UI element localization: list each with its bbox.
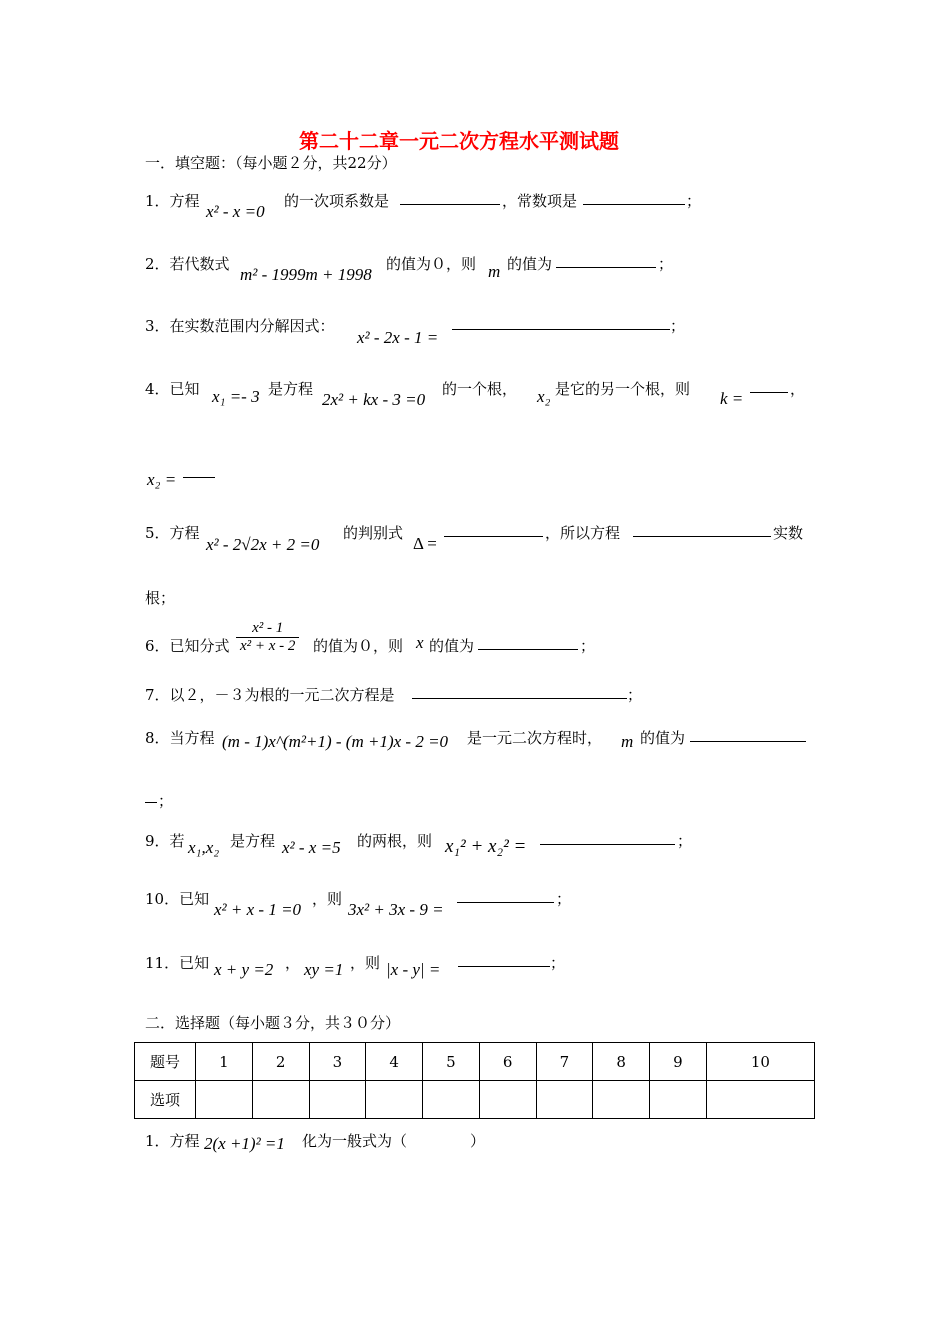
q3-number: 3．在实数范围内分解因式： — [145, 317, 335, 335]
table-number-9: 9 — [650, 1043, 707, 1081]
q9-text-2: 的两根，则 — [357, 832, 433, 850]
q8-text: 是一元二次方程时， — [467, 729, 603, 747]
q7-end: ； — [627, 686, 643, 704]
q4-equation-3: k = — [720, 389, 744, 408]
q2-text-2: 的值为 — [507, 255, 553, 273]
table-number-2: 2 — [252, 1043, 309, 1081]
answer-cell-3[interactable] — [309, 1081, 366, 1119]
answer-table — [134, 1042, 815, 1119]
q10-equation-1: x² + x - 1 =0 — [214, 900, 302, 919]
choice-q1-number: 1．方程 — [145, 1132, 200, 1150]
q1-text: 的一次项系数是 — [284, 192, 390, 210]
q4-number: 4．已知 — [145, 380, 200, 398]
table-number-5: 5 — [423, 1043, 480, 1081]
answer-cell-4[interactable] — [366, 1081, 423, 1119]
q11-text: ，则 — [350, 954, 381, 972]
q6-denominator: x² + x - 2 — [240, 638, 296, 654]
q4-equation-2: 2x² + kx - 3 =0 — [322, 390, 426, 409]
q3-blank[interactable] — [452, 315, 670, 330]
q11-equation-2: xy =1 — [304, 960, 344, 979]
table-number-6: 6 — [479, 1043, 536, 1081]
table-number-8: 8 — [593, 1043, 650, 1081]
q8-number: 8．当方程 — [145, 729, 215, 747]
q7-blank[interactable] — [412, 684, 627, 699]
q8-equation: (m - 1)x^(m²+1) - (m +1)x - 2 =0 — [222, 732, 449, 751]
q5-text: 的判别式 — [343, 524, 404, 542]
answer-table-answer-row — [135, 1081, 815, 1119]
answer-cell-9[interactable] — [650, 1081, 707, 1119]
q9-equation-3: x₁² + x₂² = — [445, 836, 527, 857]
q10-blank[interactable] — [457, 888, 554, 903]
q5-end: 实数 — [773, 524, 804, 542]
q10-end: ； — [556, 890, 572, 908]
q11-end: ； — [550, 954, 566, 972]
q4-text-1: 是方程 — [268, 380, 314, 398]
table-number-4: 4 — [366, 1043, 423, 1081]
q5-text-2: ，所以方程 — [545, 524, 621, 542]
q6-text-2: 的值为 — [429, 637, 475, 655]
q9-text: 是方程 — [230, 832, 276, 850]
q1-blank-2[interactable] — [583, 190, 685, 205]
q9-equation-1: x₁,x₂ — [188, 838, 220, 857]
section2-heading: 二．选择题（每小题３分，共３０分） — [145, 1014, 401, 1032]
q4-end: ， — [790, 380, 806, 398]
q4-text-3: 是它的另一个根，则 — [555, 380, 691, 398]
q4-equation-1: x₁ =- 3 — [212, 387, 260, 406]
q8-end: ； — [158, 792, 174, 810]
q4-line2-variable: x₂ = — [147, 470, 177, 489]
q4-variable: x₂ — [537, 387, 551, 406]
answer-cell-1[interactable] — [196, 1081, 253, 1119]
q8-variable: m — [621, 732, 634, 751]
answer-table-header-row — [135, 1043, 815, 1081]
q6-blank[interactable] — [478, 635, 578, 650]
section1-heading: 一．填空题：（每小题２分，共22分） — [145, 154, 397, 172]
q2-end: ； — [658, 255, 674, 273]
q10-number: 10．已知 — [145, 890, 210, 908]
q5-delta: Δ = — [413, 534, 437, 553]
q2-variable: m — [488, 262, 501, 281]
q1-number: 1．方程 — [145, 192, 200, 210]
answer-cell-6[interactable] — [479, 1081, 536, 1119]
q10-text: ，则 — [312, 890, 343, 908]
q1-text-2: ，常数项是 — [502, 192, 578, 210]
q11-equation-3: |x - y| = — [386, 960, 441, 979]
q8-text-2: 的值为 — [640, 729, 686, 747]
answer-cell-10[interactable] — [706, 1081, 814, 1119]
q3-end: ； — [670, 317, 686, 335]
q4-blank-2[interactable] — [183, 463, 215, 478]
q9-number: 9．若 — [145, 832, 185, 850]
q6-fraction — [236, 620, 299, 655]
q11-number: 11．已知 — [145, 954, 210, 972]
answer-cell-7[interactable] — [536, 1081, 593, 1119]
q5-line2: 根； — [145, 589, 176, 607]
answer-cell-5[interactable] — [423, 1081, 480, 1119]
q2-blank[interactable] — [556, 253, 656, 268]
q9-blank[interactable] — [540, 830, 675, 845]
q9-equation-2: x² - x =5 — [282, 838, 341, 857]
q2-number: 2．若代数式 — [145, 255, 230, 273]
q6-numerator: x² - 1 — [236, 620, 299, 638]
table-number-7: 7 — [536, 1043, 593, 1081]
q8-blank-cont — [145, 788, 157, 803]
q5-number: 5．方程 — [145, 524, 200, 542]
q5-equation: x² - 2√2x + 2 =0 — [206, 535, 320, 554]
page-title: 第二十二章一元二次方程水平测试题 — [299, 129, 619, 153]
q11-equation-1: x + y =2 — [214, 960, 274, 979]
q5-blank-2[interactable] — [633, 522, 771, 537]
q1-blank-1[interactable] — [400, 190, 500, 205]
q9-end: ； — [677, 832, 693, 850]
q10-equation-2: 3x² + 3x - 9 = — [348, 900, 444, 919]
table-label-option: 选项 — [135, 1081, 196, 1119]
choice-q1-equation: 2(x +1)² =1 — [204, 1134, 285, 1153]
q1-end: ； — [686, 192, 702, 210]
q1-equation: x² - x =0 — [206, 202, 265, 221]
q7-text: 7．以２，－３为根的一元二次方程是 — [145, 686, 395, 704]
answer-cell-8[interactable] — [593, 1081, 650, 1119]
q6-end: ； — [580, 637, 596, 655]
q4-text-2: 的一个根， — [442, 380, 518, 398]
choice-q1-end: ） — [470, 1132, 486, 1150]
q11-blank[interactable] — [458, 952, 550, 967]
answer-cell-2[interactable] — [252, 1081, 309, 1119]
table-number-1: 1 — [196, 1043, 253, 1081]
table-label-question-number: 题号 — [135, 1043, 196, 1081]
choice-q1-text: 化为一般式为（ — [302, 1132, 408, 1150]
q3-equation: x² - 2x - 1 = — [357, 328, 439, 347]
q11-separator: ， — [285, 954, 301, 972]
q2-text: 的值为０，则 — [386, 255, 477, 273]
q6-number: 6．已知分式 — [145, 637, 230, 655]
table-number-3: 3 — [309, 1043, 366, 1081]
table-number-10: 10 — [706, 1043, 814, 1081]
q6-variable: x — [416, 633, 424, 652]
q8-blank[interactable] — [690, 727, 806, 742]
q5-blank-1[interactable] — [444, 522, 543, 537]
q4-blank-1[interactable] — [750, 378, 788, 393]
q6-text: 的值为０，则 — [313, 637, 404, 655]
q2-equation: m² - 1999m + 1998 — [240, 265, 372, 284]
